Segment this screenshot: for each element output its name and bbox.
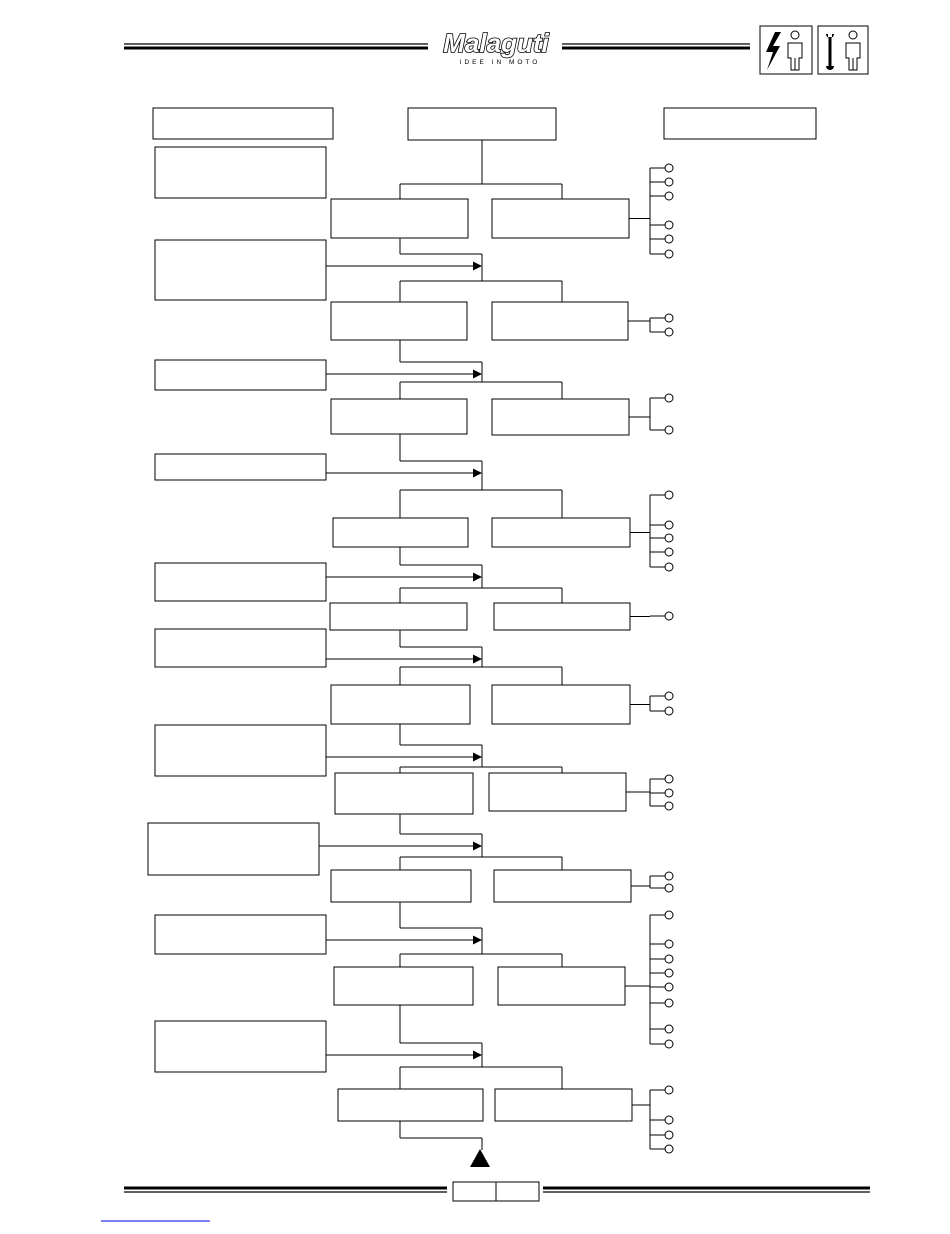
option-circle [665,1116,673,1124]
brand-logo [443,28,549,66]
condition-box [155,147,326,198]
result-box [492,199,629,238]
check-box [331,302,467,340]
flow-arrow-head [473,936,482,945]
option-circle [665,969,673,977]
electrician-icon [760,26,812,74]
mechanic-icon [818,26,868,74]
check-box [331,685,470,724]
header-rule-right [562,44,750,48]
condition-box [155,360,326,390]
option-circle [665,789,673,797]
condition-box [155,725,326,776]
result-box [494,870,631,902]
end-arrow-head [470,1149,490,1167]
condition-box [148,823,319,875]
column-header-box [408,108,556,140]
result-box [495,1089,632,1121]
condition-box [155,915,326,954]
option-circle [665,250,673,258]
result-box [489,773,626,811]
option-circle [665,872,673,880]
flow-arrow-head [473,655,482,664]
check-box [331,199,468,238]
result-box [492,518,630,547]
flow-arrow-head [473,842,482,851]
option-circle [665,802,673,810]
check-box [335,773,473,814]
header-rule-left [124,44,428,48]
result-box [494,603,630,630]
check-box [338,1089,483,1121]
column-header-box [153,108,333,139]
option-circle [665,314,673,322]
flow-arrow-head [473,1051,482,1060]
option-circle [665,1131,673,1139]
result-box [492,302,628,340]
option-circle [665,999,673,1007]
option-circle [665,1086,673,1094]
result-box [498,967,625,1005]
flow-arrow-head [473,469,482,478]
footer-rule-left [124,1188,447,1192]
condition-box [155,1021,326,1072]
option-circle [665,394,673,402]
option-circle [665,426,673,434]
option-circle [665,192,673,200]
option-circle [665,983,673,991]
option-circle [665,775,673,783]
column-header-box [664,108,816,139]
flow-arrow-head [473,370,482,379]
option-circle [665,884,673,892]
check-box [333,518,468,547]
logo-wordmark: Malaguti [443,28,549,58]
condition-box [155,454,326,480]
check-box [331,399,467,434]
result-box [492,685,630,724]
condition-box [155,629,326,667]
option-circle [665,1040,673,1048]
logo-tagline: IDEE IN MOTO [459,59,541,66]
option-circle [665,612,673,620]
option-circle [665,1145,673,1153]
flow-arrow-head [473,573,482,582]
condition-box [155,240,326,300]
footer [101,1182,870,1221]
option-circle [665,563,673,571]
option-circle [665,221,673,229]
option-circle [665,235,673,243]
option-circle [665,707,673,715]
flow-arrow-head [473,262,482,271]
flow-steps [148,147,673,1167]
footer-rule-right [543,1188,870,1192]
option-circle [665,692,673,700]
option-circle [665,328,673,336]
check-box [330,603,467,630]
option-circle [665,911,673,919]
check-box [334,967,473,1005]
option-circle [665,940,673,948]
result-box [492,399,629,435]
option-circle [665,534,673,542]
condition-box [155,563,326,601]
option-circle [665,491,673,499]
header [124,26,868,74]
option-circle [665,548,673,556]
option-circle [665,521,673,529]
check-box [331,870,471,902]
option-circle [665,1025,673,1033]
option-circle [665,164,673,172]
option-circle [665,955,673,963]
option-circle [665,178,673,186]
flow-arrow-head [473,753,482,762]
